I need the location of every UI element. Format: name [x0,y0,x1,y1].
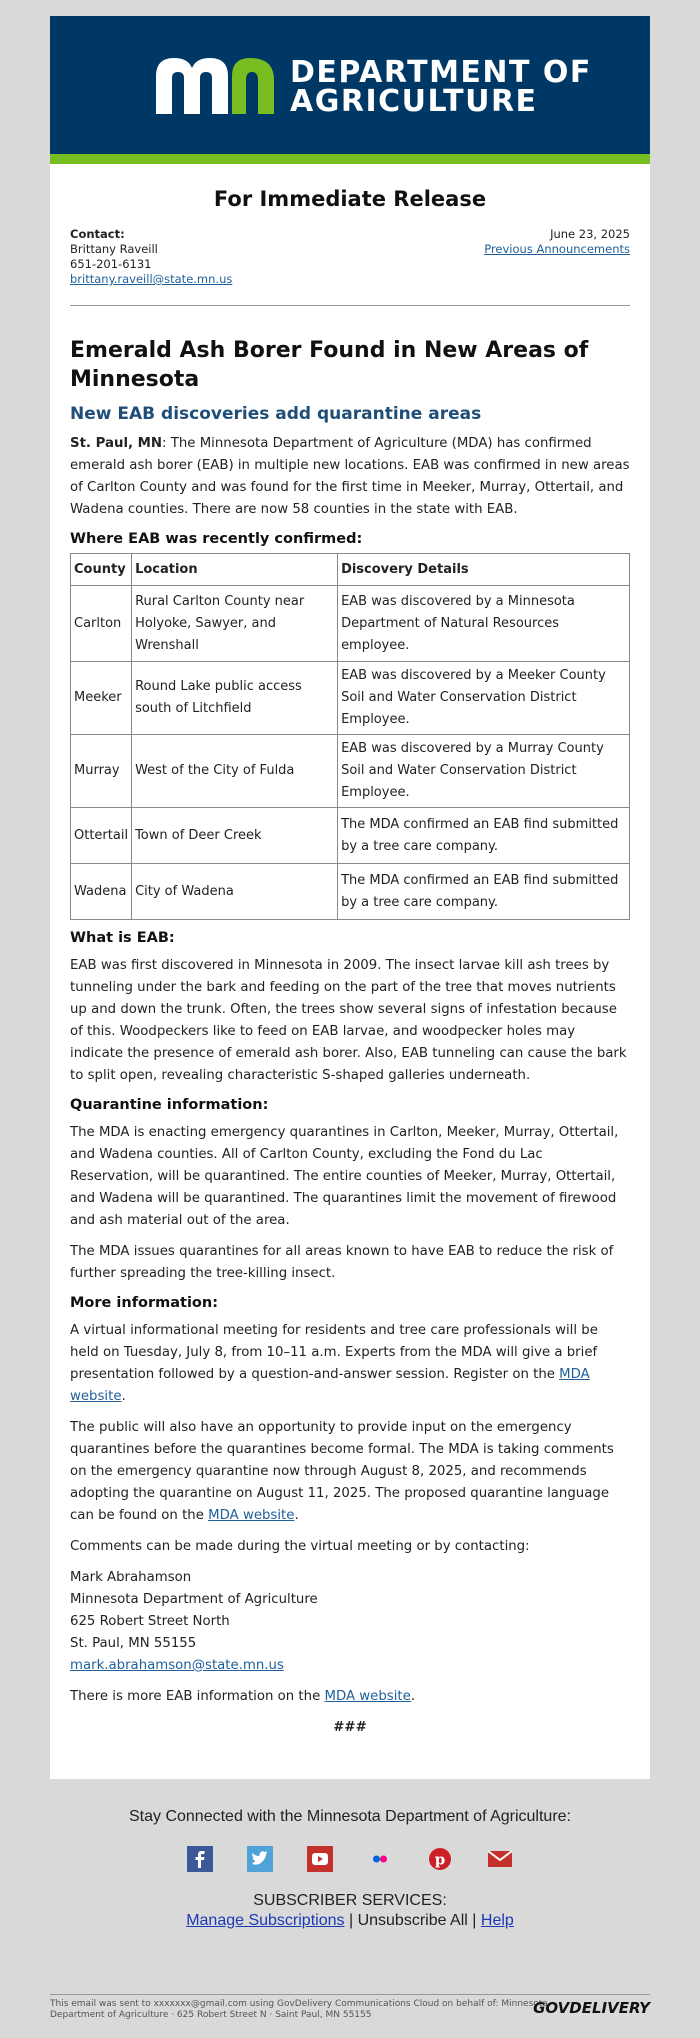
govdelivery-logo: GOVDELIVERY [533,1999,650,2017]
manage-subscriptions-link[interactable]: Manage Subscriptions [186,1912,345,1929]
more-eab-text: There is more EAB information on the [70,1689,325,1704]
table-row [71,586,630,662]
separator: | [348,1912,354,1929]
mda-website-link[interactable]: MDA website [70,1367,590,1404]
help-link[interactable]: Help [480,1912,514,1929]
table-cell: Rural Carlton County near Holyoke, Sawyer, and Wrenshall [132,586,338,662]
table-cell: EAB was discovered by a Meeker County Soil and Water Conservation District Employee. [338,662,630,735]
divider [70,305,630,306]
contact-row [70,227,630,287]
article-title: Emerald Ash Borer Found in New Areas of Minnesota [70,338,589,392]
release-date: June 23, 2025 [550,227,630,241]
footer [0,1800,700,1930]
contact-phone: 651-201-6131 [70,257,152,271]
flickr-icon[interactable] [367,1846,393,1872]
table-row [71,735,630,808]
discovery-table [70,553,630,920]
separator: | [472,1912,477,1929]
disclaimer-line2: Department of Agriculture · 625 Robert Street N · Saint Paul, MN 55155 [50,2010,372,2020]
contact-label: Contact: [70,227,125,241]
table-cell: Town of Deer Creek [132,808,338,864]
quarantine-heading: Quarantine information: [70,1097,269,1113]
period: . [121,1389,126,1404]
subscriber-links [0,1912,700,1930]
table-row [71,662,630,735]
svg-text:p: p [434,1850,446,1869]
comments-paragraph: Comments can be made during the virtual meeting or by contacting: [70,1539,530,1554]
more-info-paragraph-1 [70,1320,630,1408]
intro-text: : The Minnesota Department of Agriculture (MDA) has confirmed emerald ash borer (EAB) in multiple new locations. EAB was confirmed in new areas of Carlton County and was found for the first time in Meeker, Murray, Ottertail, and Wadena counties. There are now 58 counties in the state with EAB. [70,436,630,517]
column-header: Discovery Details [338,554,630,586]
previous-announcements-link[interactable]: Previous Announcements [484,242,630,256]
more-info-heading: More information: [70,1295,219,1311]
table-cell: City of Wadena [132,864,338,920]
table-cell: EAB was discovered by a Minnesota Department of Natural Resources employee. [338,586,630,662]
stay-connected-text: Stay Connected with the Minnesota Department of Agriculture: [128,1808,571,1825]
column-header: County [71,554,132,586]
wordmark-line2: AGRICULTURE [290,84,538,119]
table-cell: Ottertail [71,808,132,864]
article-subtitle: New EAB discoveries add quarantine areas [70,404,482,424]
mda-website-link[interactable]: MDA website [324,1689,411,1704]
more-info-text: The public will also have an opportunity to provide input on the emergency quarantines before the quarantines become formal. The MDA is taking comments on the emergency quarantine now through August 8, 2025, and recommends adopting the quarantine on August 11, 2025. The proposed quarantine language can be found on the [70,1420,614,1523]
more-eab-paragraph [70,1686,630,1708]
what-is-eab-paragraph: EAB was first discovered in Minnesota in 2009. The insect larvae kill ash trees by tunneling under the bark and feeding on the part of the tree that moves nutrients up and down the trunk. Often, the trees show several signs of infestation because of this. Woodpeckers like to feed on EAB larvae, and woodpecker holes may indicate the presence of emerald ash borer. Also, EAB tunneling can cause the bark to split open, revealing characteristic S-shaped galleries underneath. [70,958,627,1083]
intro-paragraph [70,433,630,521]
table-cell: Round Lake public access south of Litchfield [132,662,338,735]
table-cell: Wadena [71,864,132,920]
footer-disclaimer [50,1994,650,2021]
social-icons [0,1846,700,1872]
quarantine-paragraph-1: The MDA is enacting emergency quarantines in Carlton, Meeker, Murray, Ottertail, and Wadena counties. All of Carlton County, excluding the Fond du Lac Reservation, will be quarantined. The entire counties of Meeker, Murray, Ottertail, and Wadena will be quarantined. The quarantines limit the movement of firewood and ash material out of the area. [70,1125,619,1228]
address-name: Mark Abrahamson [70,1570,192,1585]
address-org: Minnesota Department of Agriculture [70,1592,318,1607]
disclaimer-line1: This email was sent to xxxxxxx@gmail.com using GovDelivery Communications Cloud on behalf of: Minnesota [50,1999,548,2009]
wordmark-line1: DEPARTMENT OF [290,55,592,90]
article-content [70,164,630,1739]
contact-email-link[interactable]: brittany.raveill@state.mn.us [70,272,233,286]
more-info-paragraph-2 [70,1417,630,1527]
table-row [71,864,630,920]
table-cell: The MDA confirmed an EAB find submitted by a tree care company. [338,864,630,920]
twitter-icon[interactable] [247,1846,273,1872]
column-header: Location [132,554,338,586]
green-accent-bar [50,154,650,164]
dateline: St. Paul, MN [70,436,163,451]
table-cell: The MDA confirmed an EAB find submitted by a tree care company. [338,808,630,864]
facebook-icon[interactable] [187,1846,213,1872]
end-mark: ### [333,1720,367,1735]
address-street: 625 Robert Street North [70,1614,230,1629]
address-email-link[interactable]: mark.abrahamson@state.mn.us [70,1658,284,1673]
table-cell: Murray [71,735,132,808]
table-row [71,808,630,864]
what-is-eab-heading: What is EAB: [70,930,175,946]
quarantine-paragraph-2: The MDA issues quarantines for all areas known to have EAB to reduce the risk of further spreading the tree-killing insect. [70,1244,614,1281]
pinterest-icon[interactable] [427,1846,453,1872]
release-label: For Immediate Release [213,187,487,211]
date-block [484,227,630,287]
table-header-row [71,554,630,586]
department-wordmark [290,55,592,119]
table-cell: Carlton [71,586,132,662]
more-info-text: A virtual informational meeting for residents and tree care professionals will be held on Tuesday, July 8, from 10–11 a.m. Experts from the MDA will give a brief presentation followed by a question-and-answer session. Register on the [70,1323,598,1382]
contact-address [70,1567,630,1677]
period: . [294,1508,299,1523]
mn-logo [156,58,274,114]
confirmed-heading: Where EAB was recently confirmed: [70,531,363,547]
period: . [410,1689,416,1704]
unsubscribe-all-text[interactable]: Unsubscribe All [357,1912,468,1929]
header-banner [50,16,650,154]
email-icon[interactable] [487,1846,513,1872]
subscriber-services-label: SUBSCRIBER SERVICES: [253,1892,447,1909]
youtube-icon[interactable] [307,1846,333,1872]
table-cell: Meeker [71,662,132,735]
address-city: St. Paul, MN 55155 [70,1636,197,1651]
mda-website-link[interactable]: MDA website [208,1508,295,1523]
contact-block [70,227,232,287]
table-cell: EAB was discovered by a Murray County Soil and Water Conservation District Employee. [338,735,630,808]
contact-name: Brittany Raveill [70,242,158,256]
email-card [50,16,650,1779]
table-cell: West of the City of Fulda [132,735,338,808]
